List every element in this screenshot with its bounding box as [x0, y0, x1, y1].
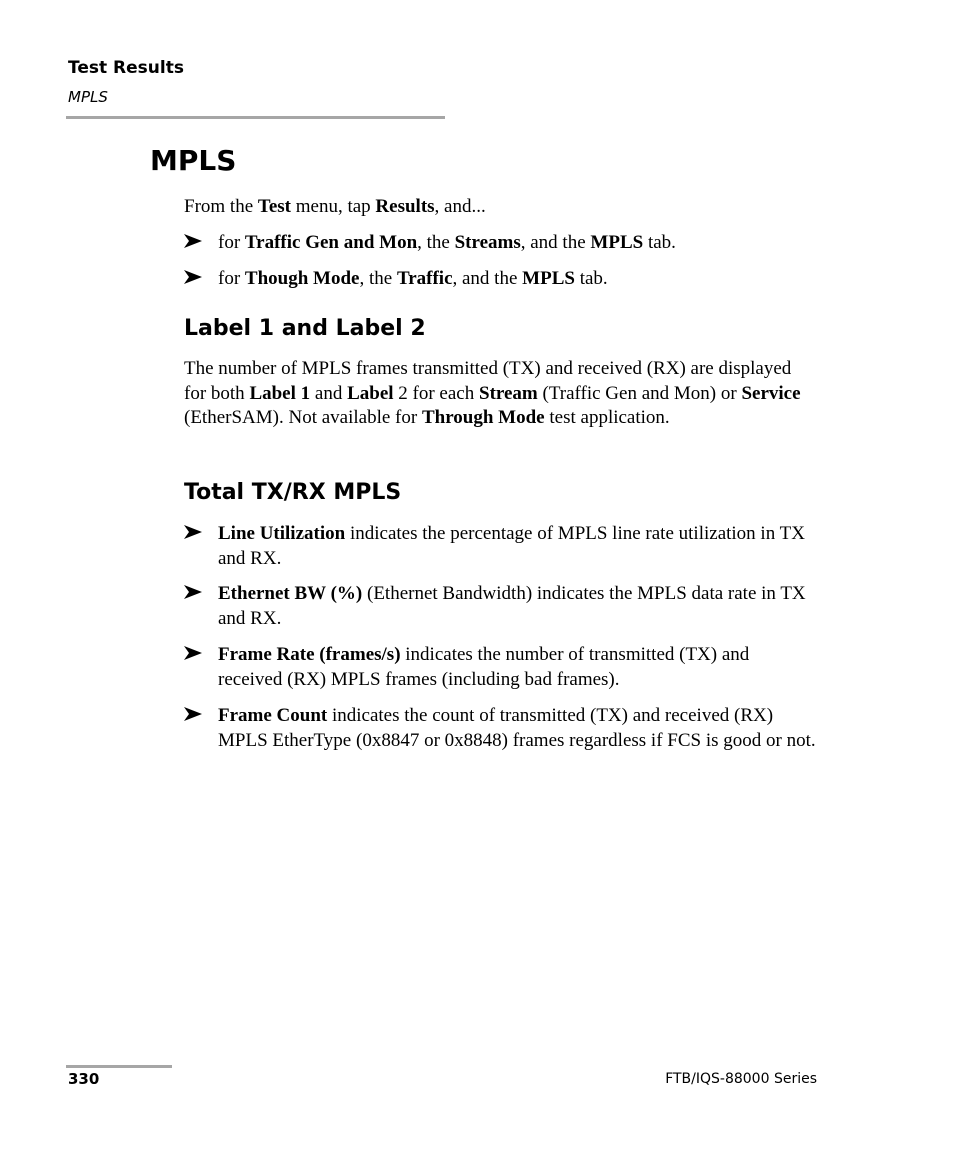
- list-item: Frame Rate (frames/s) indicates the number of transmitted (TX) and received (RX) MPLS frames (including bad frames).: [184, 643, 816, 692]
- arrowhead-bullet-icon: [184, 270, 202, 284]
- intro-paragraph: From the Test menu, tap Results, and...: [184, 196, 486, 217]
- list-item: Ethernet BW (%) (Ethernet Bandwidth) indicates the MPLS data rate in TX and RX.: [184, 582, 816, 631]
- arrowhead-bullet-icon: [184, 707, 202, 721]
- section-heading-labels: Label 1 and Label 2: [184, 316, 426, 341]
- running-header-section: Test Results: [68, 58, 184, 78]
- list-item: for Though Mode, the Traffic, and the MPLS tab.: [184, 267, 816, 292]
- arrowhead-bullet-icon: [184, 234, 202, 248]
- page-number: 330: [68, 1070, 100, 1088]
- arrowhead-bullet-icon: [184, 646, 202, 660]
- list-item: for Traffic Gen and Mon, the Streams, and the MPLS tab.: [184, 231, 816, 256]
- arrowhead-bullet-icon: [184, 525, 202, 539]
- section-heading-total-txrx: Total TX/RX MPLS: [184, 480, 402, 505]
- list-item: Frame Count indicates the count of transmitted (TX) and received (RX) MPLS EtherType (0x8847 or 0x8848) frames regardless if FCS is good or not.: [184, 704, 816, 753]
- labels-paragraph: The number of MPLS frames transmitted (TX) and received (RX) are displayed for both Label 1 and Label 2 for each Stream (Traffic Gen and Mon) or Service (EtherSAM). Not available for Through Mode test application.: [184, 358, 801, 428]
- arrowhead-bullet-icon: [184, 585, 202, 599]
- list-item: Line Utilization indicates the percentage of MPLS line rate utilization in TX and RX.: [184, 522, 816, 571]
- header-rule: [66, 116, 445, 119]
- page-title: MPLS: [150, 144, 237, 177]
- running-header-subsection: MPLS: [68, 88, 108, 106]
- document-name: FTB/IQS-88000 Series: [665, 1071, 817, 1087]
- footer-rule: [66, 1065, 172, 1068]
